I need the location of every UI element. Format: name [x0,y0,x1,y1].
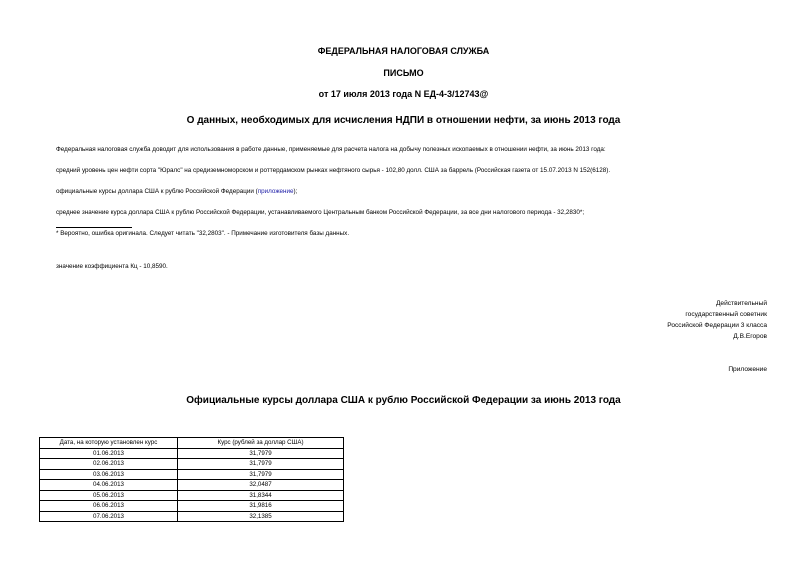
table-row [40,448,344,459]
table-row [40,511,344,522]
table-row [40,490,344,501]
rates-suffix: ); [293,188,298,195]
table-row [40,480,344,491]
appendix-label: Приложение [728,366,767,373]
footnote: * Вероятно, ошибка оригинала. Следует читать "32,2803". - Примечание изготовителя базы данных. [56,230,350,237]
table-header-row [40,438,344,449]
rate-value-cell: 31,9816 [178,501,344,512]
rate-value-cell: 31,7979 [178,469,344,480]
urals-price-paragraph: средний уровень цен нефти сорта "Юралс" на средиземноморском и роттердамском рынках нефтяного сырья - 102,80 долл. США за баррель (Российская газета от 15.07.2013 N 152(6128). [56,167,611,174]
rate-date-cell: 04.06.2013 [40,480,178,491]
rate-date-cell: 06.06.2013 [40,501,178,512]
footnote-divider [56,227,132,228]
rate-date-cell: 03.06.2013 [40,469,178,480]
rate-date-cell: 01.06.2013 [40,448,178,459]
signature-position-line2: государственный советник [685,311,767,318]
average-rate-paragraph: среднее значение курса доллара США к рублю Российской Федерации, устанавливаемого Центральным банком Российской Федерации, за все дни налогового периода - 32,2830*; [56,209,585,216]
intro-paragraph: Федеральная налоговая служба доводит для использования в работе данные, применяемые для расчета налога на добычу полезных ископаемых в отношении нефти, за июнь 2013 года: [56,146,606,153]
rate-value-cell: 31,8344 [178,490,344,501]
table-row [40,501,344,512]
document-title: О данных, необходимых для исчисления НДПИ в отношении нефти, за июнь 2013 года [186,115,621,126]
table-row [40,459,344,470]
table-row [40,469,344,480]
appendix-title: Официальные курсы доллара США к рублю Российской Федерации за июнь 2013 года [186,395,621,406]
rate-date-cell: 07.06.2013 [40,511,178,522]
rates-prefix: официальные курсы доллара США к рублю Российской Федерации ( [56,188,258,195]
document-type: ПИСЬМО [383,68,424,78]
rate-value-cell: 31,7979 [178,459,344,470]
column-header-date: Дата, на которую установлен курс [40,438,178,449]
rate-value-cell: 32,1385 [178,511,344,522]
rate-date-cell: 02.06.2013 [40,459,178,470]
column-header-rate: Курс (рублей за доллар США) [178,438,344,449]
rate-date-cell: 05.06.2013 [40,490,178,501]
signature-position-line3: Российской Федерации 3 класса [667,322,767,329]
agency-heading: ФЕДЕРАЛЬНАЯ НАЛОГОВАЯ СЛУЖБА [317,46,490,56]
signature-position-line1: Действительный [715,300,767,307]
exchange-rates-table [39,437,344,522]
signatory-name: Д.В.Егоров [733,333,767,340]
exchange-rates-paragraph [56,188,297,195]
document-date-number: от 17 июля 2013 года N ЕД-4-3/12743@ [318,89,489,99]
kc-coefficient-paragraph: значение коэффициента Кц - 10,8590. [56,263,168,270]
appendix-link[interactable]: приложение [257,188,294,195]
rate-value-cell: 31,7979 [178,448,344,459]
rate-value-cell: 32,0487 [178,480,344,491]
